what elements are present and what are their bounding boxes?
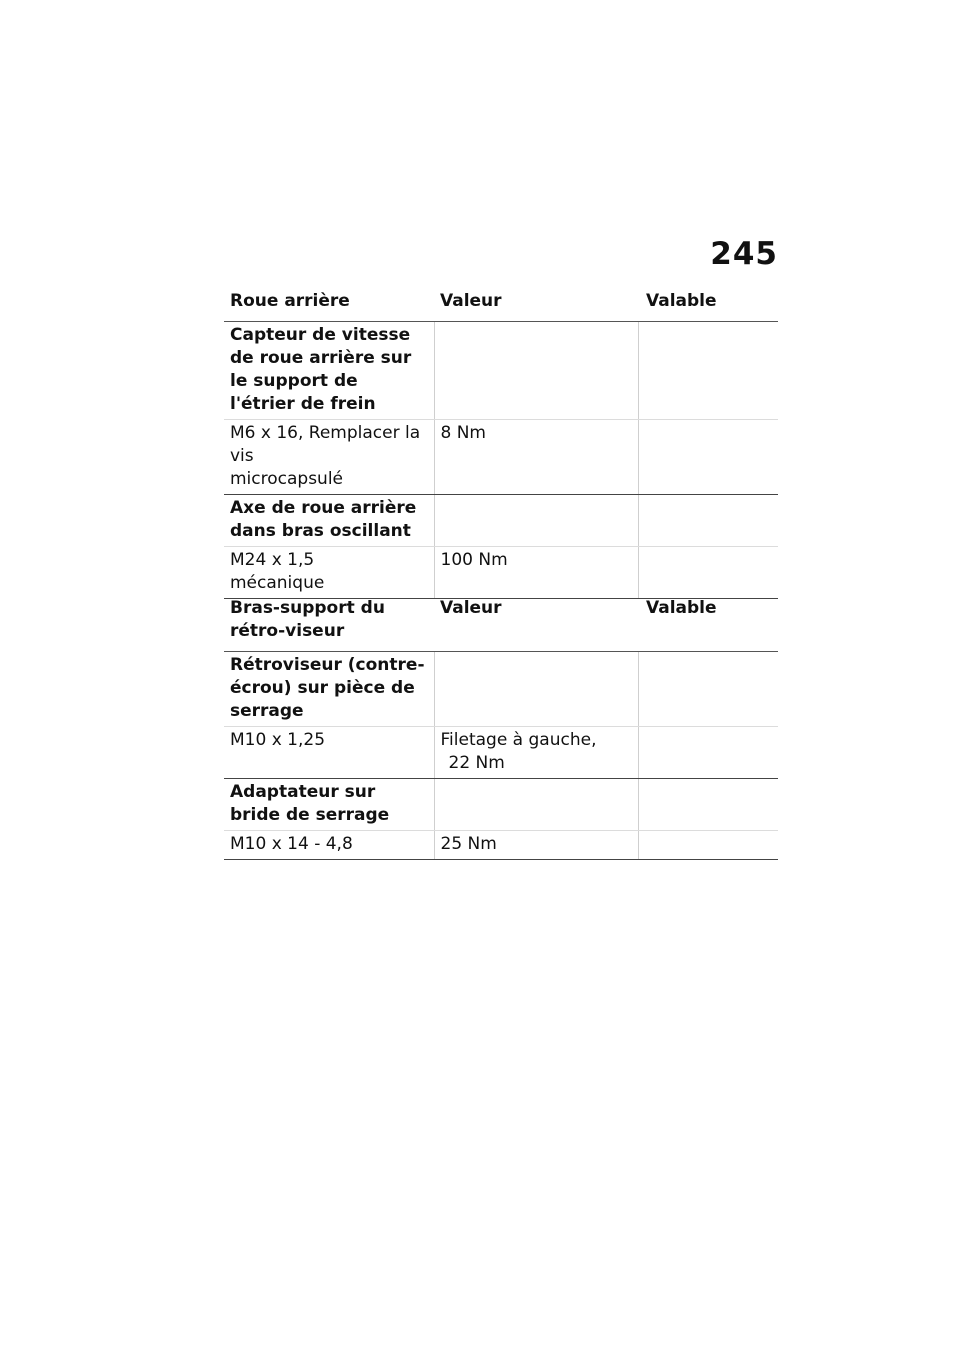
item-valid-empty: [638, 779, 778, 831]
spec-line: M24 x 1,5: [230, 550, 315, 570]
item-value-empty: [434, 779, 638, 831]
spec-cell: [224, 727, 434, 779]
header-item: Roue arrière: [224, 288, 434, 322]
spec-cell: [224, 420, 434, 495]
rear-wheel-torque-table: [224, 288, 778, 599]
table-row: [224, 322, 778, 420]
spec-line: M6 x 16, Remplacer la: [230, 423, 421, 443]
value-cell: [434, 727, 638, 779]
value-line: 100 Nm: [440, 550, 508, 570]
value-cell: [434, 547, 638, 599]
value-cell: [434, 831, 638, 860]
spec-cell: [224, 547, 434, 599]
item-valid-empty: [638, 322, 778, 420]
item-value-empty: [434, 495, 638, 547]
mirror-arm-torque-table: [224, 595, 778, 860]
valid-cell: [638, 547, 778, 599]
table-row: [224, 831, 778, 860]
header-valid: Valable: [638, 288, 778, 322]
value-line: 8 Nm: [440, 423, 486, 443]
table-row: [224, 420, 778, 495]
item-value-empty: [434, 652, 638, 727]
valid-cell: [638, 420, 778, 495]
spec-cell: [224, 831, 434, 860]
table-row: [224, 547, 778, 599]
value-line: 25 Nm: [440, 834, 497, 854]
item-valid-empty: [638, 495, 778, 547]
value-line: Filetage à gauche,: [440, 730, 597, 750]
table-header-row: [224, 288, 778, 322]
table-header-row: [224, 595, 778, 652]
spec-line: M10 x 1,25: [230, 730, 326, 750]
spec-line: mécanique: [230, 573, 325, 593]
header-value: Valeur: [434, 595, 638, 652]
value-line: 22 Nm: [448, 753, 505, 773]
table-row: [224, 727, 778, 779]
item-valid-empty: [638, 652, 778, 727]
spec-line: microcapsulé: [230, 469, 344, 489]
item-name: Adaptateur sur bride de serrage: [224, 779, 434, 831]
valid-cell: [638, 727, 778, 779]
page-number: 245: [710, 236, 778, 272]
table-row: [224, 495, 778, 547]
header-value: Valeur: [434, 288, 638, 322]
item-name: Rétroviseur (contre-écrou) sur pièce de serrage: [224, 652, 434, 727]
header-item: Bras-support du rétro-viseur: [224, 595, 434, 652]
value-cell: [434, 420, 638, 495]
table-row: [224, 652, 778, 727]
spec-line: M10 x 14 - 4,8: [230, 834, 353, 854]
table-row: [224, 779, 778, 831]
item-name: Axe de roue arrière dans bras oscillant: [224, 495, 434, 547]
item-name: Capteur de vitesse de roue arrière sur le support de l'étrier de frein: [224, 322, 434, 420]
header-valid: Valable: [638, 595, 778, 652]
item-value-empty: [434, 322, 638, 420]
valid-cell: [638, 831, 778, 860]
spec-line: vis: [230, 446, 254, 466]
